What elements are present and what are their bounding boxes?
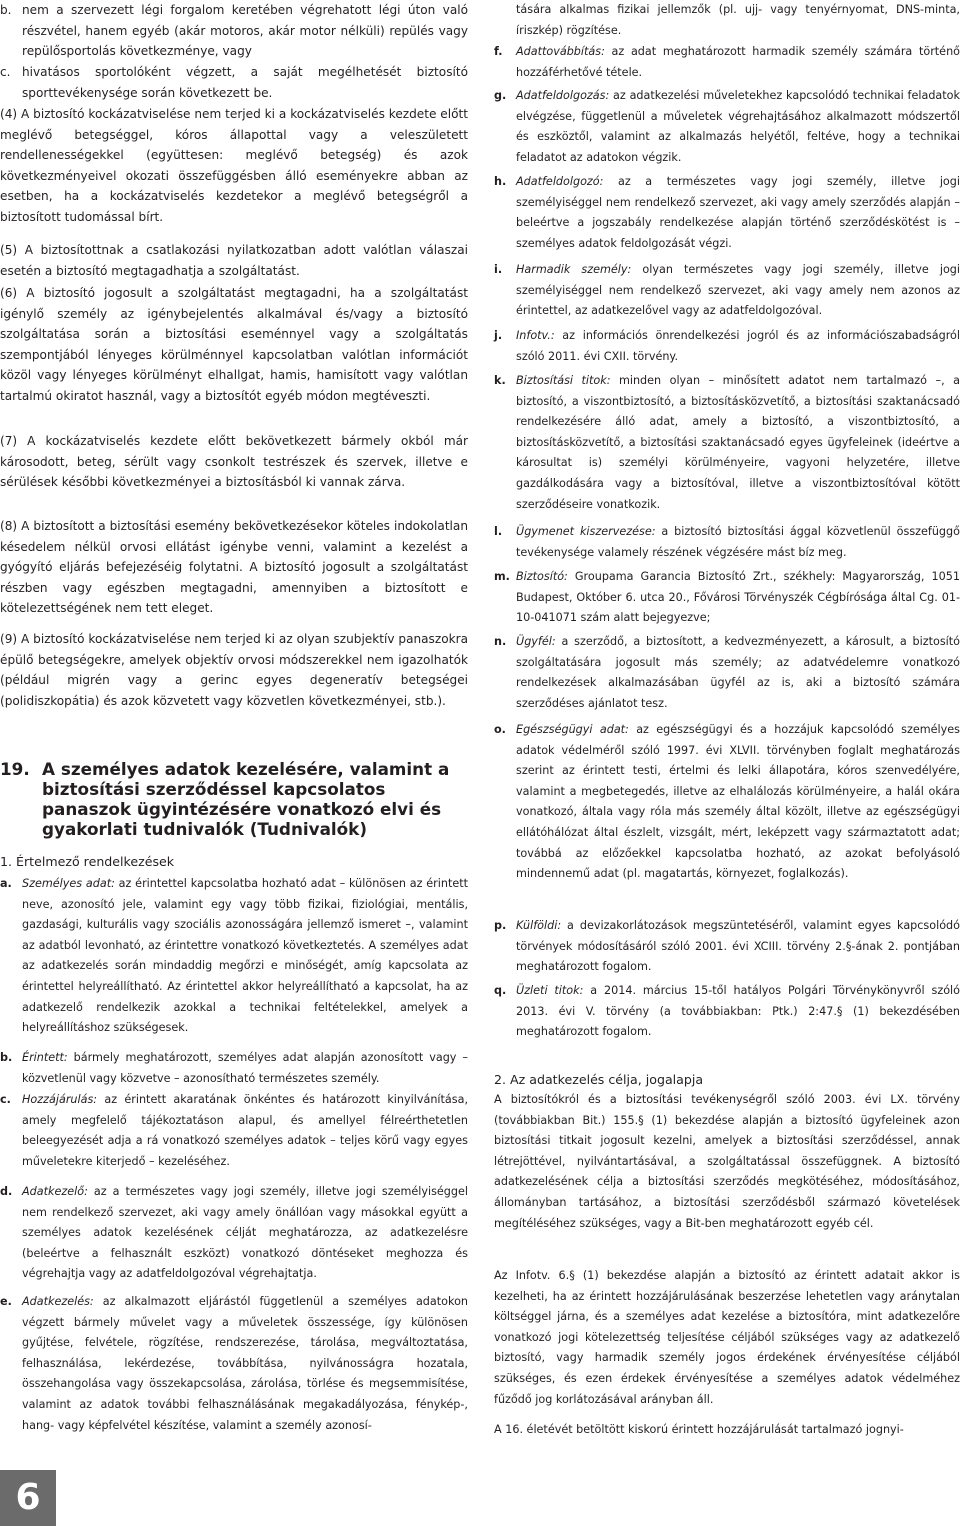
definition-item	[0, 1292, 468, 1436]
definition-term: Biztosítási titok:	[516, 374, 611, 387]
definition-text: az adatkezelési műveletekhez kapcsolódó technikai feladatok elvégzése, függetlenül a műveletek végrehajtásához alkalmazott módszertől és eszköztől, valamint az alkalmazás helyétől, feltéve, hogy a technikai feladatot az adatokon végzik.	[516, 89, 960, 164]
definition-item	[494, 720, 960, 885]
definition-marker: i.	[494, 263, 503, 276]
definition-item	[0, 1090, 468, 1172]
chapter-title: A személyes adatok kezelésére, valamint a biztosítási szerződéssel kapcsolatos panaszok ügyintézésére vonatkozó elvi és gyakorlati tudnivalók (Tudnivalók)	[42, 759, 450, 839]
definition-item	[494, 86, 960, 168]
definition-term: Biztosító:	[516, 570, 568, 583]
paragraph: (8) A biztosított a biztosítási esemény bekövetkezésekor köteles indokolatlan késedelem nélkül orvosi ellátást igénybe venni, valamint a kezelést a gyógyító eljárás befejezéséig folytatni. A biztosító jogosult a szolgáltatást részben vagy egészben megtagadni, amennyiben a biztosított e kötelezettségének nem tett eleget.	[0, 519, 468, 616]
definition-term: Külföldi:	[516, 919, 562, 932]
definition-marker: n.	[494, 635, 507, 648]
list-item-text: nem a szervezett légi forgalom keretében végrehatott légi úton való részvétel, hanem egyéb (akár motoros, akár motor nélküli) repülés vagy repülősportolás következménye, vagy	[22, 3, 468, 59]
definition-term: Harmadik személy:	[516, 263, 632, 276]
list-item-text: hivatásos sportolóként végzett, a saját megélhetését biztosító sporttevékenysége során következett be.	[22, 65, 468, 100]
section-title: 1. Értelmező rendelkezések	[0, 854, 175, 869]
definition-continuation	[494, 0, 960, 41]
definition-marker: d.	[0, 1185, 13, 1198]
definition-marker: c.	[0, 1093, 11, 1106]
definition-term: Adatkezelő:	[22, 1185, 88, 1198]
definition-marker: g.	[494, 89, 507, 102]
definition-item	[494, 42, 960, 83]
definition-term: Egészségügyi adat:	[516, 723, 629, 736]
definition-text: Groupama Garancia Biztosító Zrt., székhely: Magyarország, 1051 Budapest, Október 6. utca 20., Fővárosi Törvényszék Cégbírósága által Cg. 01-10-041071 szám alatt bejegyezve;	[516, 570, 960, 625]
definition-text: az alkalmazott eljárástól függetlenül a személyes adatokon végzett bármely művelet vagy a műveletek összessége, így különösen gyűjtése, felvétele, rögzítése, rendszerezése, tárolása, megváltoztatása, felhasználása, lekérdezése, továbbítása, nyilvánosságra hozatala, összehangolása vagy összekapcsolása, zárolása, törlése és megsemmisítése, valamint az adatok további felhasználásának megakadályozása, fénykép-, hang- vagy képfelvétel készítése, valamint a személy azonosí-	[22, 1295, 468, 1432]
definition-term: Adatkezelés:	[22, 1295, 94, 1308]
definition-text: az egészségügyi és a hozzájuk kapcsolódó személyes adatok védelméről szóló 1997. évi XLVII. törvényben foglalt meghatározás szerint az érintett testi, értelmi és lelki állapotára, kóros szenvedélyére, valamint a megbetegedés, illetve az elhalálozás körülményeire, a halál okára vonatkozó, általa vagy róla más személy által közölt, illetve az egészségügyi ellátóhálózat által észlelt, vizsgált, mért, leképzett vagy származtatott adat; továbbá az előzőekkel kapcsolatba hozható, az azokat befolyásoló mindennemű adat (pl. magatartás, környezet, foglalkozás).	[516, 723, 960, 881]
definition-term: Személyes adat:	[22, 877, 115, 890]
definition-term: Ügymenet kiszervezése:	[516, 525, 656, 538]
definition-term: Üzleti titok:	[516, 984, 584, 997]
definition-marker: q.	[494, 984, 507, 997]
definition-term: Infotv.:	[516, 329, 555, 342]
definition-term: Hozzájárulás:	[22, 1093, 98, 1106]
paragraph: (4) A biztosító kockázatviselése nem terjed ki a kockázatviselés kezdete előtt meglévő betegséggel, kóros állapottal vagy a veleszületett rendellenességekkel (együttesen: meglévő betegség) és azok következményeivel okozati összefüggésben álló eseményekre abban az esetben, ha a kockázatviselés kezdetekor a meglévő betegségről a biztosított tudomással bírt.	[0, 107, 468, 224]
definition-item	[494, 260, 960, 322]
definition-item	[494, 981, 960, 1043]
definition-marker: a.	[0, 877, 12, 890]
page-number-box	[0, 1470, 56, 1526]
definition-marker: f.	[494, 45, 503, 58]
paragraph: A biztosítókról és a biztosítási tevékenységről szóló 2003. évi LX. törvény (továbbiakban Bit.) 155.§ (1) bekezdése alapján a biztosító ügyfeleinek azon biztosítási titkait jogosult kezelni, amelyek a biztosítási szerződéssel, annak létrejöttével, nyilvántartásával, a szolgáltatással összefüggnek. A biztosító adatkezelésének célja a biztosítási szerződés megkötéséhez, módosításához, állományban tartásához, a biztosítási szerződésből származó követelések megítéléséhez szükséges, vagy a Bit-ben meghatározott egyéb cél.	[494, 1093, 960, 1230]
definition-text: az a természetes vagy jogi személy, illetve jogi személyiséggel nem rendelkező szervezet, aki vagy amely önállóan vagy másokkal együtt a személyes adatok kezelésének célját meghatározza, az adatkezelésre (beleértve a felhasznált eszközt) vonatkozó döntéseket meghozza és végrehajtja vagy az adatfeldolgozóval végrehajtatja.	[22, 1185, 468, 1281]
definition-text: olyan természetes vagy jogi személy, illetve jogi személyiséggel nem rendelkező szervezet, aki vagy amely nem azonos az érintettel, az adatkezelővel vagy az adatfeldolgozóval.	[516, 263, 960, 318]
definition-item	[494, 172, 960, 254]
definition-text: a 2014. március 15-től hatályos Polgári Törvénykönyvről szóló 2013. évi V. törvény (a továbbiakban: Ptk.) 2:47.§ (1) bekezdésében meghatározott fogalom.	[516, 984, 960, 1039]
definition-term: Ügyfél:	[516, 635, 556, 648]
definition-text: bármely meghatározott, személyes adat alapján azonosított vagy – közvetlenül vagy közvetve – azonosítható természetes személy.	[22, 1051, 468, 1085]
definition-marker: o.	[494, 723, 506, 736]
paragraph: (9) A biztosító kockázatviselése nem terjed ki az olyan szubjektív panaszokra épülő betegségekre, amelyek objektív orvosi módszerekkel nem igazolhatók (például migrén vagy a gerinc egyes degeneratív betegségei (polidiszkopátia) és azok közvetett vagy közvetlen következményei, stb.).	[0, 632, 468, 708]
definition-text: a devizakorlátozások megszüntetéséről, valamint egyes kapcsolódó törvények módosításáról szóló 2001. évi XCIII. törvény 2.§-ának 2. pontjában meghatározott fogalom.	[516, 919, 960, 974]
chapter-number: 19.	[0, 759, 30, 779]
list-marker: c.	[0, 65, 11, 79]
paragraph: (5) A biztosítottnak a csatlakozási nyilatkozatban adott valótlan válaszai esetén a biztosító megtagadhatja a szolgáltatást.	[0, 243, 468, 278]
definition-text: minden olyan – minősített adatot nem tartalmazó –, a biztosító, a viszontbiztosító, a biztosításközvetítő, a biztosítási szaktanácsadó rendelkezésére álló adat, amely a biztosító, a viszontbiztosító, a biztosításközvetítő, a biztosítási szaktanácsadó egyes ügyfeleinek (ideértve a károsultat is) személyi körülményeire, vagyoni helyzetére, illetve gazdálkodására vagy a biztosítóval, illetve a viszontbiztosítóval kötött szerződéseire vonatkozik.	[516, 374, 960, 511]
paragraph: (6) A biztosító jogosult a szolgáltatást megtagadni, ha a szolgáltatást igénylő személy az igénybejelentés alkalmával és/vagy a biztosító szolgáltatása során a biztosítási eseménnyel vagy a szolgáltatás szempontjából lényeges körülménnyel kapcsolatban valótlan információt közöl vagy lényeges körülményt elhallgat, hamis, hamisított vagy valótlan tartalmú okiratot használ, vagy a biztosítót egyéb módon megtéveszti.	[0, 286, 468, 403]
definition-marker: l.	[494, 525, 503, 538]
list-item	[0, 0, 468, 62]
paragraph: (7) A kockázatviselés kezdete előtt bekövetkezett bármely okból már károsodott, beteg, sérült vagy csonkolt testrészek és szervek, illetve e sérülések későbbi következményei a biztosításból ki vannak zárva.	[0, 434, 468, 490]
definition-item	[494, 326, 960, 367]
definition-text: az érintett akaratának önkéntes és határozott kinyilvánítása, amely megfelelő tájékoztatáson alapul, és amellyel félreérthetetlen beleegyezését adja a rá vonatkozó személyes adatok – teljes körű vagy egyes műveletekre kiterjedő – kezeléséhez.	[22, 1093, 468, 1168]
section-title: 2. Az adatkezelés célja, jogalapja	[494, 1072, 704, 1087]
continuation-text: tására alkalmas fizikai jellemzők (pl. ujj- vagy tenyérnyomat, DNS-minta, íriszkép) rögzítése.	[516, 3, 960, 37]
paragraph: A 16. életévét betöltött kiskorú érintett hozzájárulását tartalmazó jognyi-	[494, 1423, 904, 1436]
list-item	[0, 62, 468, 103]
definition-text: a szerződő, a biztosított, a kedvezményezett, a károsult, a biztosító szolgáltatására jogosult más személy; az adatvédelemre vonatkozó rendelkezések alkalmazásában ügyfél az is, aki a biztosító számára szerződéses ajánlatot tesz.	[516, 635, 960, 710]
definition-term: Adattovábbítás:	[516, 45, 605, 58]
definition-marker: b.	[0, 1051, 13, 1064]
definition-text: az adat meghatározott harmadik személy számára történő hozzáférhetővé tétele.	[516, 45, 960, 79]
definition-term: Adatfeldolgozó:	[516, 175, 604, 188]
definition-item	[0, 1182, 468, 1285]
definition-term: Érintett:	[22, 1051, 68, 1064]
definition-marker: m.	[494, 570, 510, 583]
definition-text: az érintettel kapcsolatba hozható adat – különösen az érintett neve, azonosító jele, valamint egy vagy több fizikai, fiziológiai, mentális, gazdasági, kulturális vagy szociális azonosságára jellemző ismeret –, valamint az adatból levonható, az érintettre vonatkozó következtetés. A személyes adat az adatkezelés során mindaddig megőrzi e minőségét, amíg kapcsolata az érintettel helyreállítható. Az érintettel akkor helyreállítható a kapcsolat, ha az adatkezelő rendelkezik azokkal a technikai feltételekkel, amelyek a helyreállításhoz szükségesek.	[22, 877, 469, 1035]
definition-marker: p.	[494, 919, 507, 932]
definition-term: Adatfeldolgozás:	[516, 89, 610, 102]
definition-item	[494, 632, 960, 714]
definition-marker: j.	[494, 329, 503, 342]
definition-text: az a természetes vagy jogi személy, illetve jogi személyiséggel nem rendelkező szervezet, aki vagy amely szerződés alapján – beleértve a jogszabály rendelkezése alapján történő szerződéskötést is – személyes adatok feldolgozását végzi.	[516, 175, 960, 250]
definition-item	[0, 874, 468, 1039]
list-marker: b.	[0, 3, 12, 17]
definition-text: a biztosító biztosítási ággal közvetlenül összefüggő tevékenysége valamely részének végzésére mást bíz meg.	[516, 525, 960, 559]
definition-marker: e.	[0, 1295, 12, 1308]
definition-item	[494, 371, 960, 515]
definition-item	[0, 1048, 468, 1089]
definition-item	[494, 522, 960, 563]
paragraph: Az Infotv. 6.§ (1) bekezdése alapján a biztosító az érintett adatait akkor is kezelheti, ha az érintett hozzájárulásának beszerzése lehetetlen vagy aránytalan költséggel járna, és a személyes adat kezelése a biztosítóra, mint adatkezelőre vonatkozó jogi kötelezettség teljesítése céljából szükséges vagy az adatkezelő biztosító, vagy harmadik személy jogos érdekének érvényesítése céljából szükséges, és ezen érdekek érvényesítése a személyes adatok védelméhez fűződő jog korlátozásával arányban áll.	[494, 1269, 960, 1406]
definition-item	[494, 916, 960, 978]
definition-text: az információs önrendelkezési jogról és az információszabadságról szóló 2011. évi CXII. törvény.	[516, 329, 960, 363]
definition-marker: h.	[494, 175, 507, 188]
chapter-heading	[0, 759, 468, 839]
definition-item	[494, 567, 960, 629]
definition-marker: k.	[494, 374, 506, 387]
page-number: 6	[15, 1477, 41, 1518]
